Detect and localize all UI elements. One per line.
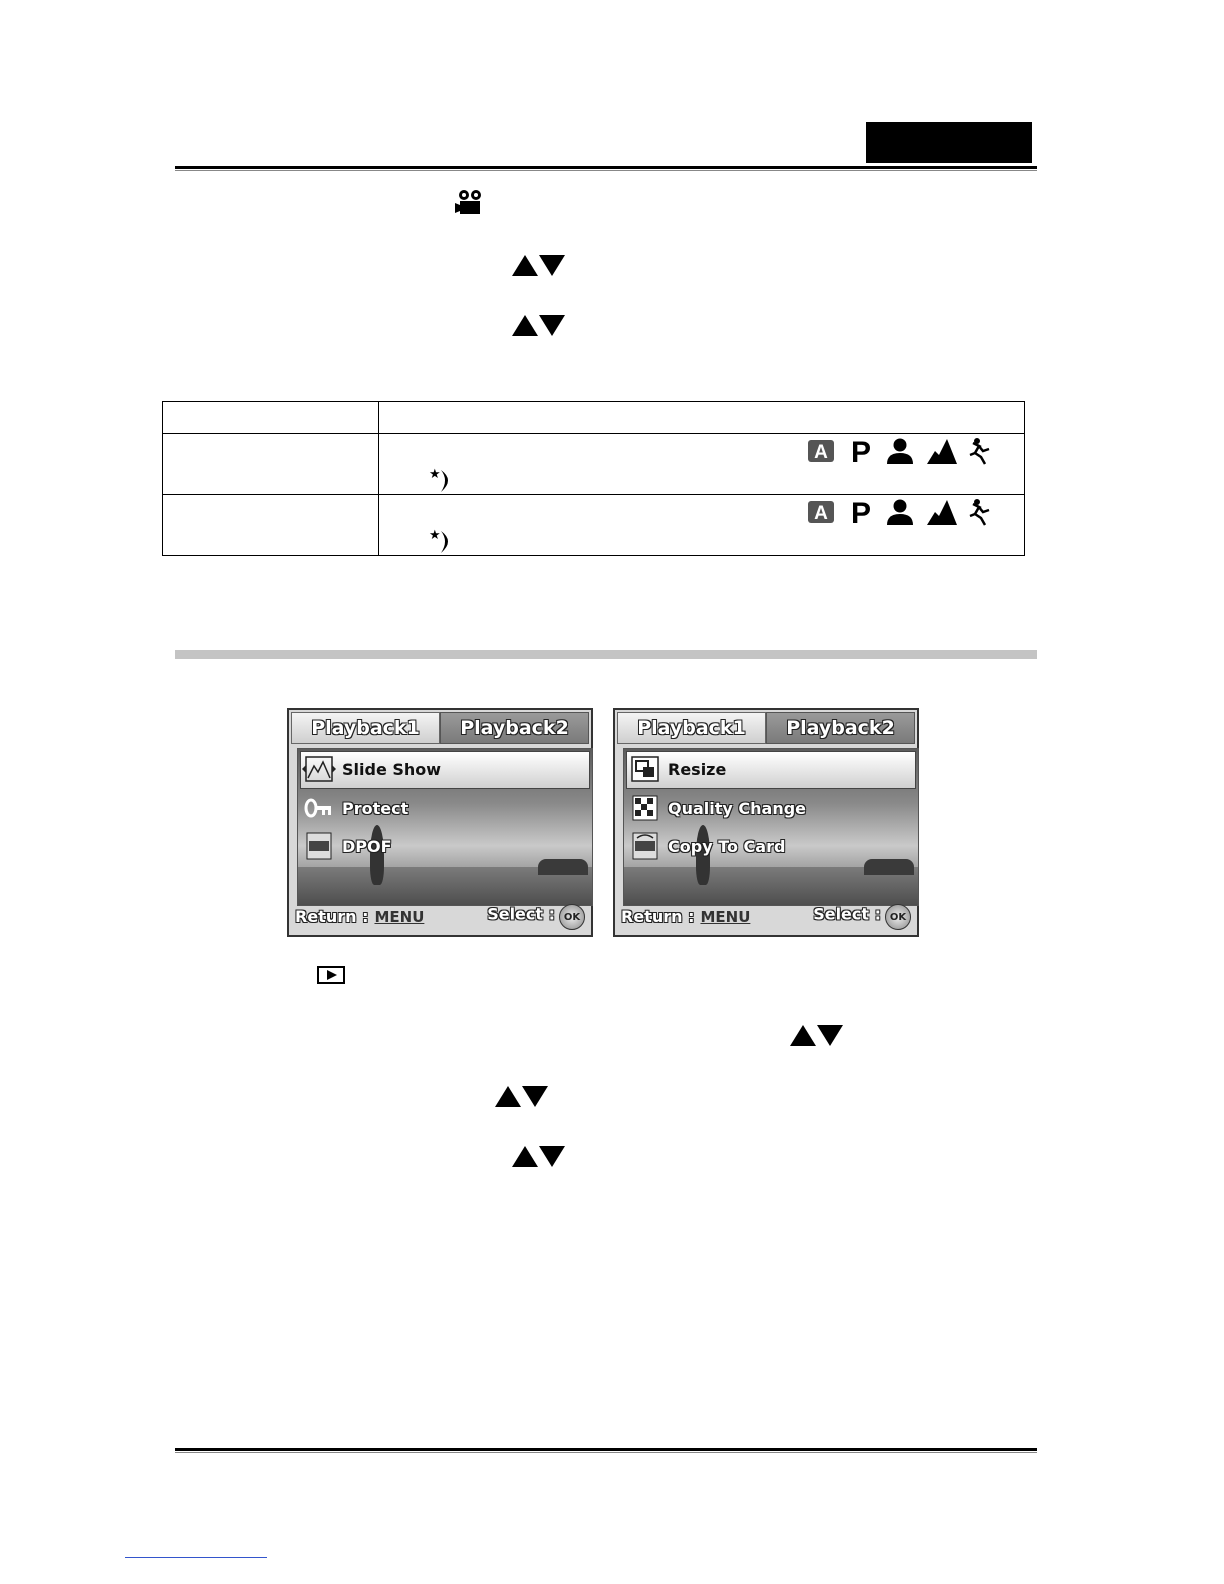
svg-text:A: A [814, 442, 828, 463]
svg-text:★: ★ [429, 467, 441, 482]
quality-change-icon [628, 793, 662, 823]
svg-text:P: P [851, 497, 872, 527]
table-cell [163, 434, 379, 495]
footer-rule-thin [175, 1452, 1037, 1453]
playback-menu-screen-2 [613, 708, 919, 937]
tab-playback2[interactable]: Playback2 [766, 712, 915, 744]
resize-icon [628, 754, 662, 784]
sport-mode-icon [969, 498, 991, 526]
header-rule [175, 166, 1037, 169]
menu-item-label: Slide Show [342, 759, 442, 779]
menu-item-slide-show[interactable] [302, 751, 441, 787]
background-photo [623, 748, 919, 906]
menu-item-copy-to-card[interactable] [628, 828, 785, 864]
select-hint: Select : OK [813, 904, 911, 930]
svg-text:A: A [814, 503, 828, 524]
table-cell [379, 402, 1025, 434]
svg-text:★: ★ [429, 528, 441, 543]
menu-item-resize[interactable] [628, 751, 726, 787]
program-mode-icon [847, 436, 873, 466]
menu-item-label: DPOF [342, 836, 392, 856]
copy-icon [628, 831, 662, 861]
section-divider [175, 650, 1037, 659]
menu-item-label: Protect [342, 798, 409, 818]
up-down-arrow-icon [512, 1146, 565, 1167]
return-hint: Return : MENU [621, 907, 751, 926]
movie-camera-icon [455, 189, 485, 222]
ok-button-icon: OK [885, 904, 911, 930]
landscape-mode-icon [927, 498, 957, 526]
up-down-arrow-icon [790, 1025, 843, 1046]
language-tab [866, 122, 1032, 163]
menu-item-label: Copy To Card [668, 836, 786, 856]
menu-item-dpof[interactable] [302, 828, 392, 864]
menu-item-label: Quality Change [668, 798, 807, 818]
header-rule-thin [175, 170, 1037, 171]
menu-item-quality-change[interactable] [628, 790, 806, 826]
landscape-mode-icon [927, 437, 957, 465]
portrait-mode-icon [885, 437, 915, 465]
table-cell [163, 495, 379, 556]
ok-button-icon: OK [559, 904, 585, 930]
scene-mode-table [162, 401, 1025, 556]
menu-item-protect[interactable] [302, 790, 408, 826]
up-down-arrow-icon [495, 1086, 548, 1107]
select-hint: Select : OK [487, 904, 585, 930]
menu-item-label: Resize [668, 759, 727, 779]
menu-key-label: MENU [374, 908, 425, 926]
program-mode-icon [847, 497, 873, 527]
dpof-icon [302, 831, 336, 861]
up-down-arrow-icon [512, 255, 565, 276]
slideshow-icon [302, 754, 336, 784]
return-hint: Return : MENU [295, 907, 425, 926]
night-mode-icon [429, 466, 459, 494]
auto-mode-icon [807, 439, 835, 463]
sport-mode-icon [969, 437, 991, 465]
table-cell [379, 434, 1025, 495]
portrait-mode-icon [885, 498, 915, 526]
tab-playback1[interactable]: Playback1 [291, 712, 440, 744]
footer-link[interactable] [125, 1557, 267, 1558]
footer-rule [175, 1448, 1037, 1451]
auto-mode-icon [807, 500, 835, 524]
tab-playback1[interactable]: Playback1 [617, 712, 766, 744]
up-down-arrow-icon [512, 315, 565, 336]
table-cell [379, 495, 1025, 556]
playback-icon [317, 966, 345, 984]
key-icon [302, 793, 336, 823]
playback-menu-screen-1 [287, 708, 593, 937]
menu-key-label: MENU [700, 908, 751, 926]
background-photo [297, 748, 593, 906]
svg-text:P: P [851, 436, 872, 466]
tab-playback2[interactable]: Playback2 [440, 712, 589, 744]
night-mode-icon [429, 527, 459, 555]
table-cell [163, 402, 379, 434]
